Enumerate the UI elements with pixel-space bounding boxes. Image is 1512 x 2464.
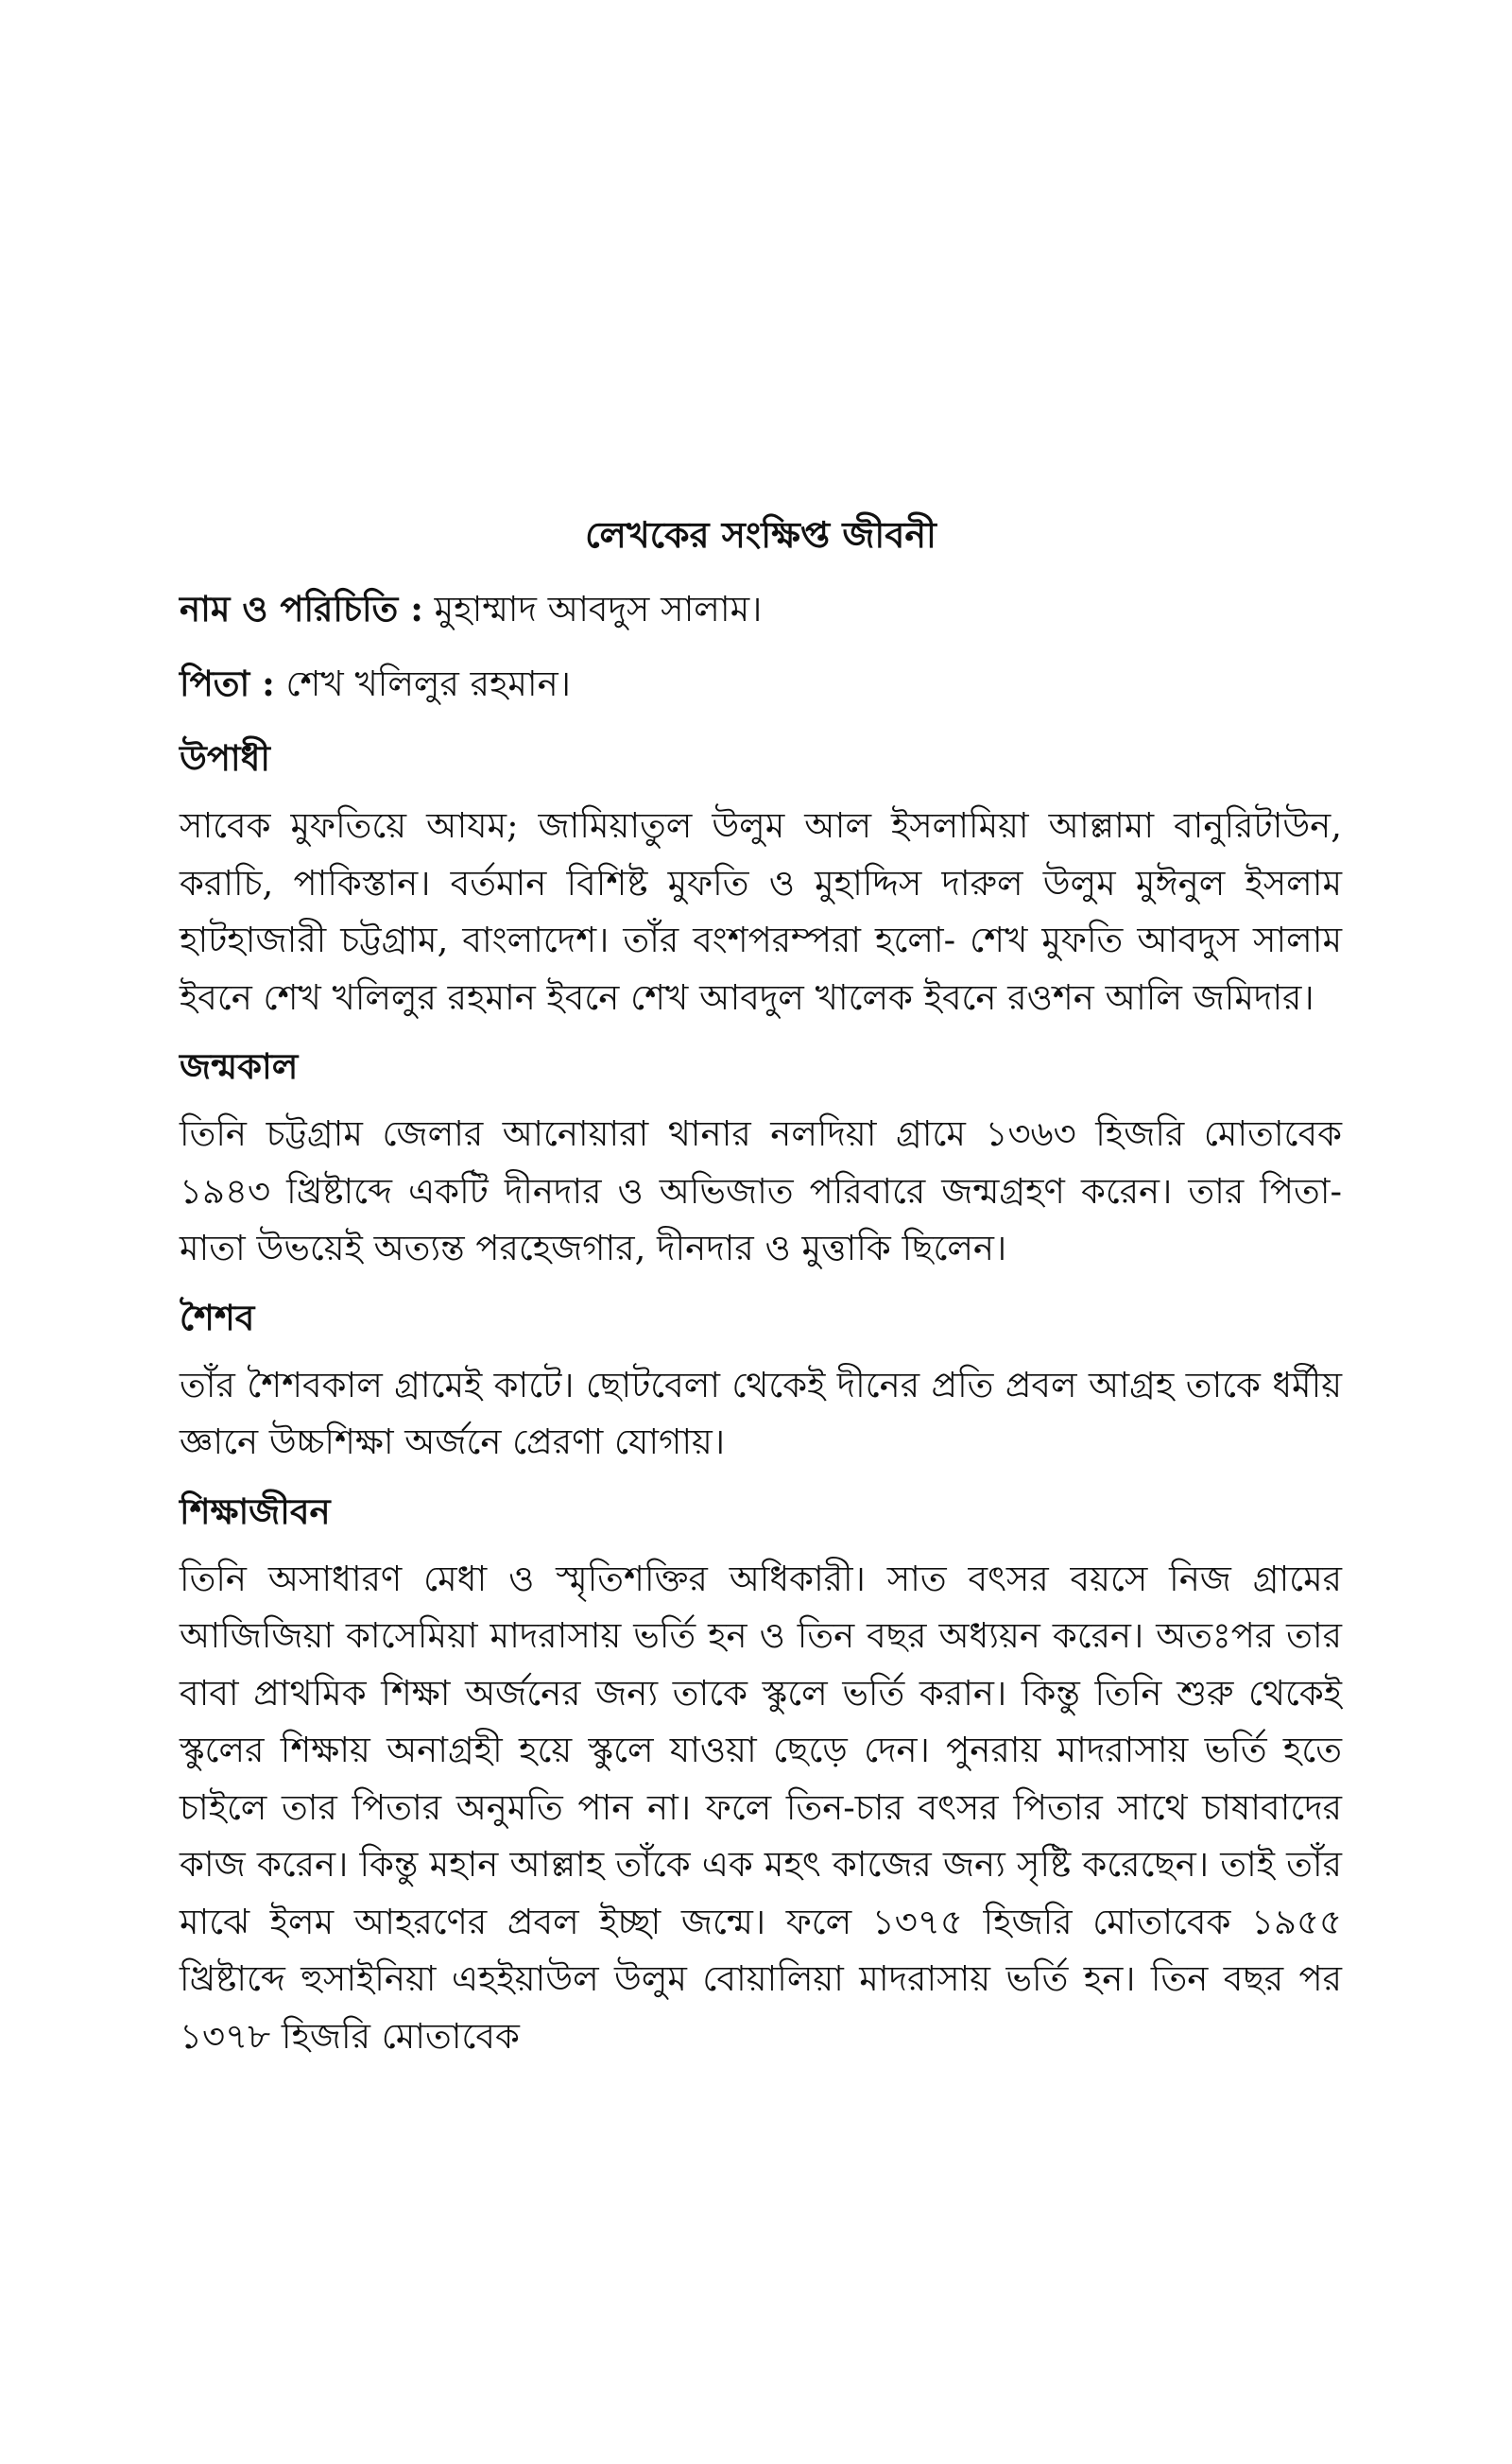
father-label: পিতা : bbox=[180, 663, 275, 704]
father-line bbox=[180, 657, 1342, 711]
section-childhood bbox=[180, 1291, 1342, 1472]
father-value: শেখ খলিলুর রহমান। bbox=[285, 663, 571, 704]
page-title: লেখকের সংক্ষিপ্ত জীবনী bbox=[585, 513, 936, 556]
section-heading: উপাধী bbox=[180, 737, 270, 779]
name-label: নাম ও পরিচিতি : bbox=[180, 588, 423, 629]
section-birth bbox=[180, 1040, 1342, 1278]
section-paragraph: তাঁর শৈশবকাল গ্রামেই কাটে। ছোটবেলা থেকেই দীনের প্রতি প্রবল আগ্রহ তাকে ধর্মীয় জ্ঞানে উচ্চশিক্ষা অর্জনে প্রেরণা যোগায়। bbox=[180, 1364, 1342, 1462]
section-education bbox=[180, 1485, 1342, 2066]
section-paragraph: সাবেক মুফতিয়ে আযম; জামিয়াতুল উলুম আল ইসলামিয়া আল্লামা বানুরিটাউন, করাচি, পাকিস্তান। বর্তমান বিশিষ্ট মুফতি ও মুহাদ্দিস দারুল উলুম মুঈনুল ইসলাম হাটহাজারী চট্টগ্রাম, বাংলাদেশ। তাঁর বংশপরম্পরা হলো- শেখ মুফতি আবদুস সালাম ইবনে শেখ খলিলুর রহমান ইবনে শেখ আবদুল খালেক ইবনে রওশন আলি জমিদার। bbox=[180, 805, 1342, 1018]
name-value: মুহাম্মাদ আবদুস সালাম। bbox=[434, 589, 763, 629]
biography-page bbox=[180, 508, 1342, 2073]
section-heading: শিক্ষাজীবন bbox=[180, 1490, 331, 1532]
section-title bbox=[180, 732, 1342, 1026]
section-paragraph: তিনি চট্টগ্রাম জেলার আনোয়ারা থানার নলদিয়া গ্রামে ১৩৬৩ হিজরি মোতাবেক ১৯৪৩ খ্রিষ্টাব্দে একটি দীনদার ও অভিজাত পরিবারে জন্মগ্রহণ করেন। তার পিতা-মাতা উভয়েই অত্যন্ত পরহেজগার, দীনদার ও মুত্তাকি ছিলেন। bbox=[180, 1113, 1342, 1268]
section-heading: জন্মকাল bbox=[180, 1045, 299, 1087]
section-paragraph: তিনি অসাধারণ মেধা ও স্মৃতিশক্তির অধিকারী। সাত বৎসর বয়সে নিজ গ্রামের আজিজিয়া কাসেমিয়া মাদরাসায় ভর্তি হন ও তিন বছর অধ্যয়ন করেন। অতঃপর তার বাবা প্রাথমিক শিক্ষা অর্জনের জন্য তাকে স্কুলে ভর্তি করান। কিন্তু তিনি শুরু থেকেই স্কুলের শিক্ষায় অনাগ্রহী হয়ে স্কুলে যাওয়া ছেড়ে দেন। পুনরায় মাদরাসায় ভর্তি হতে চাইলে তার পিতার অনুমতি পান না। ফলে তিন-চার বৎসর পিতার সাথে চাষাবাদের কাজ করেন। কিন্তু মহান আল্লাহ তাঁকে এক মহৎ কাজের জন্য সৃষ্টি করেছেন। তাই তাঁর মাঝে ইলম আহরণের প্রবল ইচ্ছা জন্মে। ফলে ১৩৭৫ হিজরি মোতাবেক ১৯৫৫ খ্রিষ্টাব্দে হুসাইনিয়া এহইয়াউল উলুম বোয়ালিয়া মাদরাসায় ভর্তি হন। তিন বছর পর ১৩৭৮ হিজরি মোতাবেক bbox=[180, 1558, 1342, 2057]
name-line bbox=[180, 582, 1342, 636]
section-heading: শৈশব bbox=[180, 1296, 255, 1338]
